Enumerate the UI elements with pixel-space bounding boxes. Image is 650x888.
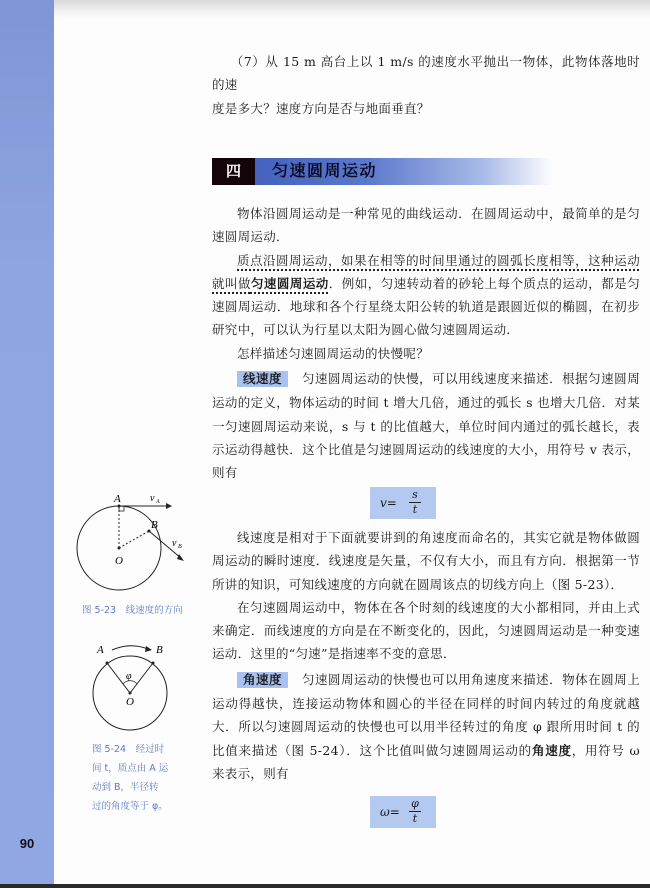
angular-velocity-text: 匀速圆周运动的快慢也可以用角速度来描述．物体在圆周上运动得越快，连接运动物体和圆心的半径在同样的时间内转过的角度就越大．所以匀速圆周运动的快慢也可以用半径转过的角度 φ 跟所用时间 t 的比值来描述（图 5-24）．这个比值叫做匀速圆周运动的 [212, 671, 640, 758]
exercise-7 [212, 50, 640, 120]
section-title: 匀速圆周运动 [272, 163, 378, 180]
section-number: 四 [212, 158, 255, 185]
fig24-caption-line: 过的角度等于 φ。 [92, 801, 168, 812]
exercise-line-1: （7）从 15 m 高台上以 1 m/s 的速度水平抛出一物体，此物体落地时的速 [212, 54, 640, 93]
formula-v-denominator: t [412, 503, 418, 516]
term-angular-velocity: 角速度 [531, 742, 572, 758]
formula-omega-fraction [408, 797, 422, 826]
fig23-label-va-sub: A [156, 499, 160, 505]
section-heading [212, 158, 552, 185]
formula-omega-numerator: φ [411, 797, 419, 810]
figure-5-23-caption: 图 5-23 线速度的方向 [82, 605, 183, 616]
tag-angular-velocity: 角速度 [237, 672, 288, 688]
body-part-2 [212, 526, 640, 785]
formula-omega-denominator: t [412, 812, 418, 825]
formula-linear-velocity [370, 487, 436, 519]
term-uniform-circular-motion: 匀速圆周运动 [250, 275, 329, 291]
definition-text: 质点沿圆周运动，如果在相等的时间里通过的圆弧长度相等，这种运动就叫做 [212, 252, 640, 291]
scan-top-shadow [54, 0, 650, 20]
figure-5-23-linear-velocity-diagram [70, 488, 200, 598]
tag-linear-velocity: 线速度 [237, 371, 288, 387]
paragraph-linear-velocity [212, 367, 640, 484]
formula-v-numerator: s [412, 488, 418, 501]
fig24-label-o: O [126, 696, 134, 708]
fig24-caption-line: 动到 B，半径转 [92, 782, 159, 793]
page-side-band [0, 0, 54, 884]
paragraph-variable-speed: 在匀速圆周运动中，物体在各个时刻的线速度的大小都相同，并由上式来确定．而线速度的方向是在不断变化的，因此，匀速圆周运动是一种变速运动．这里的“匀速”是指速率不变的意思． [212, 599, 640, 662]
angular-velocity-tail: ，用符号 ω 来表示，则有 [212, 742, 640, 781]
paragraph-angular-velocity [212, 668, 640, 785]
body-part-1 [212, 202, 640, 485]
fig23-label-o: O [115, 555, 123, 567]
fig24-label-phi: φ [126, 671, 132, 682]
fig23-label-vb-sub: B [178, 544, 182, 550]
formula-angular-velocity [370, 796, 436, 828]
figure-5-24-angular-velocity-diagram [85, 638, 195, 738]
paragraph-definition [212, 249, 640, 342]
scan-bottom-edge [0, 884, 650, 888]
paragraph-instantaneous: 线速度是相对于下面就要讲到的角速度而命名的，其实它就是物体做圆周运动的瞬时速度．线速度是矢量，不仅有大小，而且有方向．根据第一节所讲的知识，可知线速度的方向就在圆周该点的切线方向上（图 5-23）． [212, 530, 640, 592]
fig23-label-a: A [114, 493, 121, 505]
fig24-label-b: B [156, 644, 163, 656]
fig24-label-a: A [97, 644, 104, 656]
page-number: 90 [19, 836, 35, 851]
paragraph-question: 怎样描述匀速圆周运动的快慢呢？ [237, 345, 430, 361]
exercise-line-2: 度是多大？速度方向是否与地面垂直？ [212, 100, 430, 116]
definition-examples: ．例如，匀速转动着的砂轮上每个质点的运动，都是匀速圆周运动．地球和各个行星绕太阳公转的轨道是跟圆近似的椭圆，在初步研究中，可以认为行星以太阳为圆心做匀速圆周运动． [212, 275, 641, 338]
fig23-label-vb: v [172, 538, 177, 549]
fig24-caption-line: 间 t，质点由 A 运 [92, 763, 169, 774]
formula-omega-lhs: ω= [380, 805, 400, 819]
fig24-caption-line: 图 5-24 经过时 [92, 744, 165, 755]
fig23-label-b: B [151, 519, 158, 531]
formula-v-fraction [408, 488, 422, 517]
paragraph-intro: 物体沿圆周运动是一种常见的曲线运动．在圆周运动中，最简单的是匀速圆周运动． [212, 206, 640, 245]
linear-velocity-text: 匀速圆周运动的快慢，可以用线速度来描述．根据匀速圆周运动的定义，物体运动的时间 t 增大几倍，通过的弧长 s 也增大几倍．对某一匀速圆周运动来说，s 与 t 的比值越大，单位时间内通过的弧长越长，表示运动得越快．这个比值是匀速圆周运动的线速度的大小，用符号 v 表示，则有 [212, 371, 640, 481]
figure-5-24-caption [92, 740, 168, 816]
formula-v-lhs: v= [380, 496, 397, 510]
fig23-label-va: v [150, 493, 155, 504]
